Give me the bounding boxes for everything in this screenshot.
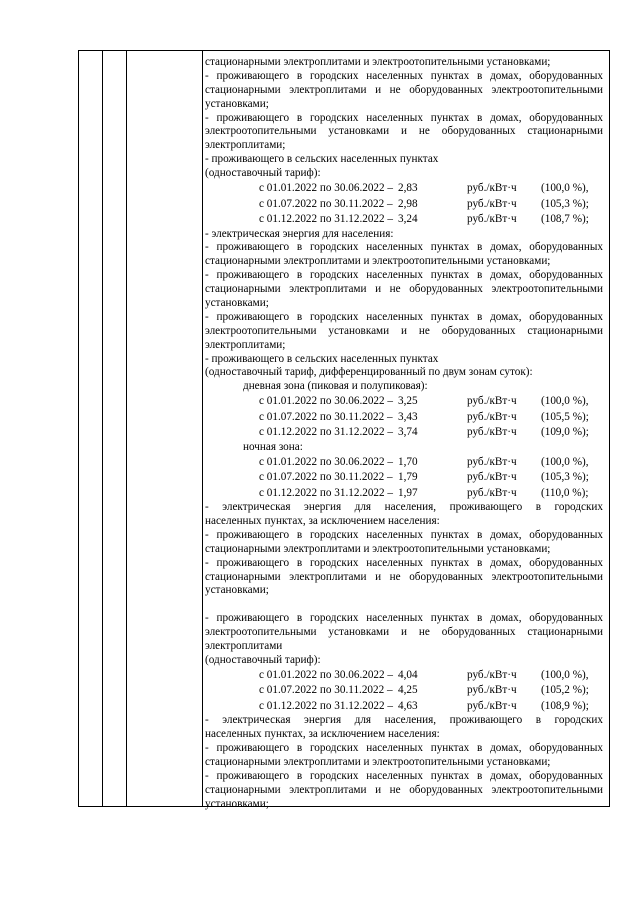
text-line: - проживающего в сельских населенных пунктах bbox=[205, 153, 439, 166]
text-line: стационарными электроплитами и не оборудованных электроотопительными bbox=[205, 570, 603, 583]
rate-value: 3,24 bbox=[398, 213, 418, 226]
text-line: населенных пунктах, за исключением населения: bbox=[205, 514, 440, 527]
tariff-rate-row bbox=[205, 455, 603, 471]
tariff-rate-row bbox=[205, 470, 603, 486]
rate-percent: (110,0 %); bbox=[541, 486, 589, 499]
table-border-top bbox=[78, 50, 610, 51]
table-border-right bbox=[609, 50, 610, 807]
tariff-rate-row bbox=[205, 410, 603, 426]
tariff-rate-row bbox=[205, 181, 603, 197]
rate-unit: руб./кВт·ч bbox=[467, 455, 517, 468]
text-line: - проживающего в сельских населенных пунктах bbox=[205, 352, 439, 365]
text-line: - проживающего в городских населенных пунктах в домах, оборудованных bbox=[205, 269, 603, 282]
text-line: - электрическая энергия для населения, проживающего в городских bbox=[205, 714, 603, 727]
rate-period: с 01.12.2022 по 31.12.2022 – bbox=[259, 699, 394, 712]
rate-unit: руб./кВт·ч bbox=[467, 668, 517, 681]
rate-period: с 01.07.2022 по 30.11.2022 – bbox=[259, 684, 393, 697]
rate-period: с 01.12.2022 по 31.12.2022 – bbox=[259, 486, 394, 499]
text-line: (одноставочный тариф): bbox=[205, 167, 321, 180]
rate-percent: (105,3 %); bbox=[541, 197, 589, 210]
rate-unit: руб./кВт·ч bbox=[467, 471, 517, 484]
text-line: стационарными электроплитами и не оборудованных электроотопительными bbox=[205, 83, 603, 96]
rate-period: с 01.07.2022 по 30.11.2022 – bbox=[259, 410, 393, 423]
tariff-rate-row bbox=[205, 668, 603, 684]
table-column-divider-1 bbox=[102, 50, 103, 807]
rate-percent: (100,0 %), bbox=[541, 455, 589, 468]
rate-period: с 01.12.2022 по 31.12.2022 – bbox=[259, 213, 394, 226]
rate-unit: руб./кВт·ч bbox=[467, 486, 517, 499]
rate-unit: руб./кВт·ч bbox=[467, 197, 517, 210]
rate-percent: (105,2 %); bbox=[541, 684, 589, 697]
rate-percent: (105,5 %); bbox=[541, 410, 589, 423]
rate-value: 3,74 bbox=[398, 426, 418, 439]
tariff-text-cell bbox=[205, 56, 603, 812]
tariff-rate-row bbox=[205, 394, 603, 410]
rate-period: с 01.01.2022 по 30.06.2022 – bbox=[259, 395, 394, 408]
text-line: стационарными электроплитами и электроотопительными установками; bbox=[205, 56, 551, 68]
tariff-rate-row bbox=[205, 683, 603, 699]
rate-percent: (108,7 %); bbox=[541, 213, 589, 226]
rate-unit: руб./кВт·ч bbox=[467, 395, 517, 408]
text-line: установками; bbox=[205, 584, 269, 597]
rate-unit: руб./кВт·ч bbox=[467, 426, 517, 439]
text-line: стационарными электроплитами и электроотопительными установками; bbox=[205, 542, 551, 555]
text-line: - проживающего в городских населенных пунктах в домах, оборудованных bbox=[205, 69, 603, 82]
rate-value: 3,25 bbox=[398, 395, 418, 408]
text-line: стационарными электроплитами и не оборудованных электроотопительными bbox=[205, 783, 603, 796]
rate-value: 2,98 bbox=[398, 197, 418, 210]
rate-percent: (109,0 %); bbox=[541, 426, 589, 439]
rate-value: 1,97 bbox=[398, 486, 418, 499]
text-line: (одноставочный тариф, дифференцированный по двум зонам суток): bbox=[205, 366, 533, 379]
text-line: стационарными электроплитами и электроотопительными установками; bbox=[205, 755, 551, 768]
rate-unit: руб./кВт·ч bbox=[467, 213, 517, 226]
table-column-divider-2 bbox=[126, 50, 127, 807]
text-line: - проживающего в городских населенных пунктах в домах, оборудованных bbox=[205, 528, 603, 541]
rate-period: с 01.07.2022 по 30.11.2022 – bbox=[259, 471, 393, 484]
blank-line bbox=[205, 598, 603, 612]
tariff-rate-row bbox=[205, 425, 603, 441]
text-line: электроотопительными установками и не оборудованных стационарными bbox=[205, 626, 603, 639]
tariff-rate-row bbox=[205, 486, 603, 502]
text-line: населенных пунктах, за исключением населения: bbox=[205, 728, 440, 741]
text-line: установками; bbox=[205, 296, 269, 309]
rate-percent: (100,0 %), bbox=[541, 182, 589, 195]
zone-heading: ночная зона: bbox=[243, 440, 303, 453]
text-line: электроплитами bbox=[205, 640, 283, 652]
rate-period: с 01.07.2022 по 30.11.2022 – bbox=[259, 197, 393, 210]
table-border-left bbox=[78, 50, 79, 807]
rate-unit: руб./кВт·ч bbox=[467, 699, 517, 712]
text-line: - проживающего в городских населенных пунктах в домах, оборудованных bbox=[205, 769, 603, 782]
text-line: - проживающего в городских населенных пунктах в домах, оборудованных bbox=[205, 310, 603, 323]
rate-value: 4,25 bbox=[398, 684, 418, 697]
text-line: (одноставочный тариф): bbox=[205, 653, 321, 666]
tariff-rate-row bbox=[205, 212, 603, 228]
text-line: электроплитами; bbox=[205, 139, 286, 152]
rate-value: 1,70 bbox=[398, 455, 418, 468]
text-line: электроплитами; bbox=[205, 338, 286, 351]
text-line: установками; bbox=[205, 97, 269, 110]
text-line: электроотопительными установками и не оборудованных стационарными bbox=[205, 125, 603, 138]
rate-percent: (100,0 %), bbox=[541, 668, 589, 681]
tariff-rate-row bbox=[205, 197, 603, 213]
rate-percent: (105,3 %); bbox=[541, 471, 589, 484]
rate-percent: (100,0 %), bbox=[541, 395, 589, 408]
rate-value: 4,04 bbox=[398, 668, 418, 681]
text-line: установками; bbox=[205, 797, 269, 810]
table-column-divider-3 bbox=[202, 50, 203, 807]
rate-value: 1,79 bbox=[398, 471, 418, 484]
text-line: - электрическая энергия для населения: bbox=[205, 227, 394, 240]
tariff-rate-row bbox=[205, 699, 603, 715]
rate-period: с 01.01.2022 по 30.06.2022 – bbox=[259, 455, 394, 468]
text-line: - проживающего в городских населенных пунктах в домах, оборудованных bbox=[205, 742, 603, 755]
text-line: стационарными электроплитами и не оборудованных электроотопительными bbox=[205, 283, 603, 296]
text-line: - проживающего в городских населенных пунктах в домах, оборудованных bbox=[205, 556, 603, 569]
zone-heading: дневная зона (пиковая и полупиковая): bbox=[243, 380, 428, 393]
text-line: стационарными электроплитами и электроотопительными установками; bbox=[205, 255, 551, 268]
rate-unit: руб./кВт·ч bbox=[467, 410, 517, 423]
rate-value: 3,43 bbox=[398, 410, 418, 423]
text-line: - проживающего в городских населенных пунктах в домах, оборудованных bbox=[205, 612, 603, 625]
rate-value: 4,63 bbox=[398, 699, 418, 712]
rate-period: с 01.01.2022 по 30.06.2022 – bbox=[259, 668, 394, 681]
text-line: электроотопительными установками и не оборудованных стационарными bbox=[205, 324, 603, 337]
rate-value: 2,83 bbox=[398, 182, 418, 195]
text-line: - проживающего в городских населенных пунктах в домах, оборудованных bbox=[205, 241, 603, 254]
text-line: - электрическая энергия для населения, проживающего в городских bbox=[205, 501, 603, 514]
rate-percent: (108,9 %); bbox=[541, 699, 589, 712]
text-line: - проживающего в городских населенных пунктах в домах, оборудованных bbox=[205, 111, 603, 124]
rate-period: с 01.12.2022 по 31.12.2022 – bbox=[259, 426, 394, 439]
rate-period: с 01.01.2022 по 30.06.2022 – bbox=[259, 182, 394, 195]
rate-unit: руб./кВт·ч bbox=[467, 684, 517, 697]
rate-unit: руб./кВт·ч bbox=[467, 182, 517, 195]
